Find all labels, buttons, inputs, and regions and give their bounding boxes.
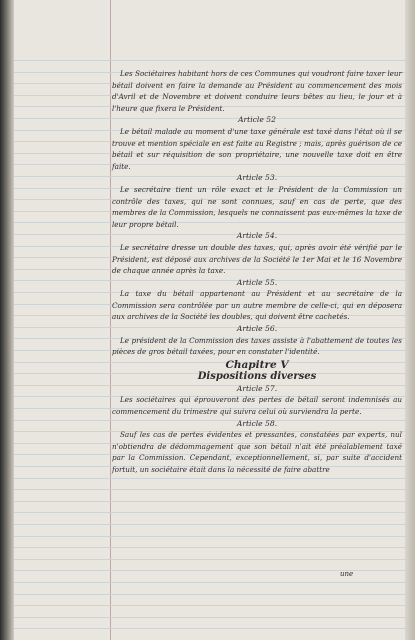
ruled-line: [14, 594, 405, 595]
page-edge: [405, 0, 415, 640]
article-heading: Article 58.: [236, 418, 278, 428]
article-heading: Article 54.: [236, 231, 278, 241]
ruled-line: [14, 512, 405, 513]
paragraph: Les sociétaires qui éprouveront des pertes de bétail seront indemnisés au commencement du trimestre qui suivra celui où surviendra la perte.: [112, 395, 402, 417]
paragraph: Les Sociétaires habitant hors de ces Communes qui voudront faire taxer leur bétail doivent en faire la demande au Président au commencement des mois d'Avril et de Novembre et doivent conduire leurs bêtes au lieu, le jour et à l'heure que fixera le Président.: [112, 69, 402, 113]
catchword: une: [340, 570, 354, 578]
article-heading: Article 53.: [236, 173, 278, 183]
article-heading: Article 57.: [236, 383, 278, 393]
ruled-line: [14, 582, 405, 583]
paragraph: Le président de la Commission des taxes assiste à l'abattement de toutes les pièces de gros bétail taxées, pour en constater l'identité.: [112, 335, 402, 357]
margin-rule: [110, 0, 111, 640]
article-heading: Article 55.: [236, 277, 278, 287]
binding-gutter: [0, 0, 14, 640]
ruled-line: [14, 547, 405, 548]
ruled-line: [14, 60, 405, 61]
paragraph: La taxe du bétail appartenant au Président et au secrétaire de la Commission sera contrôlée par un autre membre de celle-ci, qui en déposera aux archives de la Société les doubles, qui doivent être cachetés.: [112, 289, 402, 322]
paragraph: Le secrétaire dresse un double des taxes, qui, après avoir été vérifié par le Président, est déposé aux archives de la Société le 1er Mai et le 16 Novembre de chaque année après la taxe.: [112, 242, 402, 276]
ruled-line: [14, 559, 405, 560]
ruled-line: [14, 501, 405, 502]
ruled-line: [14, 489, 405, 490]
chapter-heading: Chapitre V: [225, 358, 289, 371]
ruled-line: [14, 524, 405, 525]
paragraph: Le secrétaire tient un rôle exact et le Président de la Commission un contrôle des taxes, qui ne sont connues, sauf en cas de perte, que des membres de la Commission, lesquels ne connaissent pas eux-mêmes la taxe de leur propre bétail.: [112, 184, 402, 229]
article-heading: Article 52: [238, 115, 276, 125]
article-heading: Article 56.: [236, 324, 278, 334]
chapter-subtitle: Dispositions diverses: [197, 370, 317, 382]
paragraph: Le bétail malade au moment d'une taxe générale est taxé dans l'état où il se trouve et mention spéciale en est faite au Registre ; mais, après guérison de ce bétail et sur réquisition de son propriétaire, une nouvelle taxe doit en être faite.: [112, 126, 402, 171]
ruled-line: [14, 628, 405, 629]
ruled-line: [14, 536, 405, 537]
ruled-line: [14, 478, 405, 479]
ruled-line: [14, 605, 405, 606]
manuscript-text: [112, 68, 402, 476]
ruled-line: [14, 617, 405, 618]
paragraph: Sauf les cas de pertes évidentes et pressantes, constatées par experts, nul n'obtiendra de dédommagement que son bétail n'ait été préalablement taxé par la Commission. Cependant, exceptionnellement, si, par suite d'accident fortuit, un sociétaire était dans la nécessité de faire abattre: [112, 430, 402, 474]
